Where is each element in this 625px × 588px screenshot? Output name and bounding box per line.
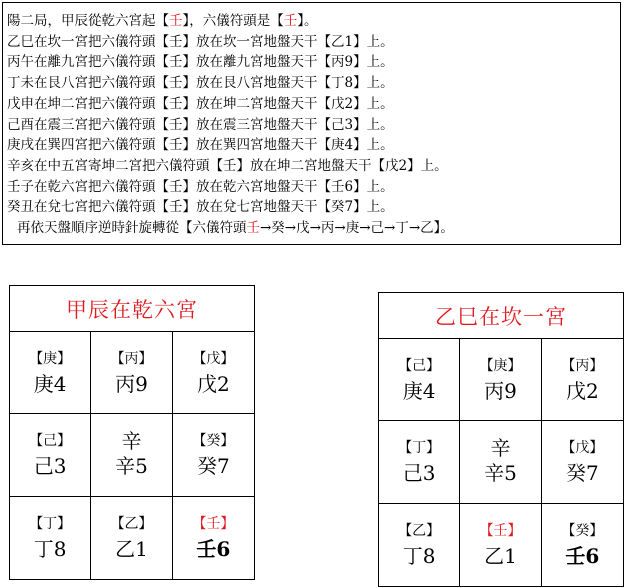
palace-cell (379, 339, 460, 421)
text-line (7, 11, 620, 32)
palace-cell (542, 339, 623, 421)
palace-cell (173, 497, 254, 579)
text-segment: 】。 (297, 13, 318, 29)
earth-stem: 丙9 (484, 378, 517, 403)
heaven-stem: 【戊】 (561, 439, 604, 456)
board-jiachen (9, 285, 255, 580)
earth-stem: 辛5 (115, 453, 148, 478)
heaven-stem: 【壬】 (479, 522, 522, 539)
text-line (7, 32, 620, 53)
heaven-stem: 【己】 (29, 432, 72, 449)
earth-stem: 壬6 (196, 536, 231, 561)
board-yisi (378, 292, 624, 587)
palace-cell (460, 421, 541, 503)
palace-cell (542, 421, 623, 503)
nine-palace-grid (379, 339, 623, 586)
earth-stem: 丁8 (402, 543, 436, 568)
text-segment: 己酉在震三宮把六儀符頭【壬】放在震三宮地盤天干【己3】上。 (7, 116, 394, 133)
highlight-char: 壬 (246, 220, 260, 237)
text-segment: 壬子在乾六宮把六儀符頭【壬】放在乾六宮地盤天干【壬6】上。 (7, 178, 394, 195)
text-segment: 戊申在坤二宮把六儀符頭【壬】放在坤二宮地盤天干【戊2】上。 (7, 95, 394, 112)
palace-cell (91, 497, 172, 579)
text-line (7, 73, 620, 94)
palace-cell (379, 421, 460, 503)
heaven-stem: 【癸】 (192, 432, 235, 449)
nine-palace-grid (10, 332, 254, 579)
earth-stem: 辛5 (484, 460, 517, 485)
text-segment: 庚戌在巽四宮把六儀符頭【壬】放在巽四宮地盤天干【庚4】上。 (7, 137, 394, 154)
heaven-stem: 【丁】 (398, 439, 441, 456)
text-segment: 陽二局，甲辰從乾六宮起【 (7, 13, 169, 29)
text-line (7, 94, 620, 115)
text-segment: 丁未在艮八宮把六儀符頭【壬】放在艮八宮地盤天干【丁8】上。 (7, 75, 394, 92)
text-line (7, 115, 620, 136)
text-line (7, 135, 620, 156)
palace-cell (542, 504, 623, 586)
text-segment: 辛亥在中五宮寄坤二宮把六儀符頭【壬】放在坤二宮地盤天干【戊2】上。 (7, 157, 448, 174)
highlight-char: 壬 (283, 13, 298, 29)
heaven-stem: 【壬】 (192, 515, 235, 532)
palace-cell (91, 332, 172, 414)
earth-stem: 己3 (33, 453, 67, 478)
text-segment: 丙午在離九宮把六儀符頭【壬】放在離九宮地盤天干【丙9】上。 (7, 54, 394, 71)
palace-cell (91, 414, 172, 496)
earth-stem: 庚4 (33, 371, 67, 396)
earth-stem: 乙1 (115, 536, 148, 561)
palace-cell (10, 414, 91, 496)
earth-stem: 庚4 (402, 378, 436, 403)
highlight-char: 壬 (169, 13, 183, 29)
palace-cell (10, 332, 91, 414)
earth-stem: 壬6 (565, 543, 600, 568)
text-line (7, 156, 620, 177)
explanation-text-box (2, 2, 621, 245)
palace-cell (460, 504, 541, 586)
palace-cell (460, 339, 541, 421)
heaven-stem: 【丙】 (110, 350, 153, 367)
text-line (7, 177, 620, 198)
text-segment: →癸→戊→丙→庚→己→丁→乙】。 (260, 220, 454, 237)
board-title: 甲辰在乾六宮 (10, 286, 254, 332)
heaven-stem: 【丁】 (29, 515, 72, 532)
earth-stem: 乙1 (484, 543, 517, 568)
text-segment: 再依天盤順序逆時針旋轉從【六儀符頭 (17, 220, 247, 237)
earth-stem: 丁8 (33, 536, 67, 561)
earth-stem: 癸7 (565, 460, 599, 485)
palace-cell (379, 504, 460, 586)
heaven-stem: 【丙】 (561, 357, 604, 374)
palace-cell (10, 497, 91, 579)
heaven-stem: 辛 (121, 428, 142, 453)
heaven-stem: 【癸】 (561, 522, 604, 539)
heaven-stem: 【乙】 (398, 522, 441, 539)
earth-stem: 戊2 (196, 371, 230, 396)
heaven-stem: 辛 (490, 435, 511, 460)
board-title: 乙巳在坎一宮 (379, 293, 623, 339)
heaven-stem: 【戊】 (192, 350, 235, 367)
earth-stem: 戊2 (565, 378, 599, 403)
text-segment: 】，六儀符頭是【 (182, 13, 284, 29)
heaven-stem: 【己】 (398, 357, 441, 374)
text-segment: 乙巳在坎一宮把六儀符頭【壬】放在坎一宮地盤天干【乙1】上。 (7, 33, 394, 50)
heaven-stem: 【庚】 (479, 357, 522, 374)
palace-cell (173, 414, 254, 496)
palace-cell (173, 332, 254, 414)
text-line (7, 218, 620, 239)
text-line (7, 197, 620, 218)
earth-stem: 癸7 (196, 453, 230, 478)
earth-stem: 己3 (402, 460, 436, 485)
earth-stem: 丙9 (115, 371, 148, 396)
heaven-stem: 【乙】 (110, 515, 153, 532)
text-line (7, 52, 620, 73)
text-segment: 癸丑在兌七宮把六儀符頭【壬】放在兌七宮地盤天干【癸7】上。 (7, 199, 394, 216)
heaven-stem: 【庚】 (29, 350, 72, 367)
